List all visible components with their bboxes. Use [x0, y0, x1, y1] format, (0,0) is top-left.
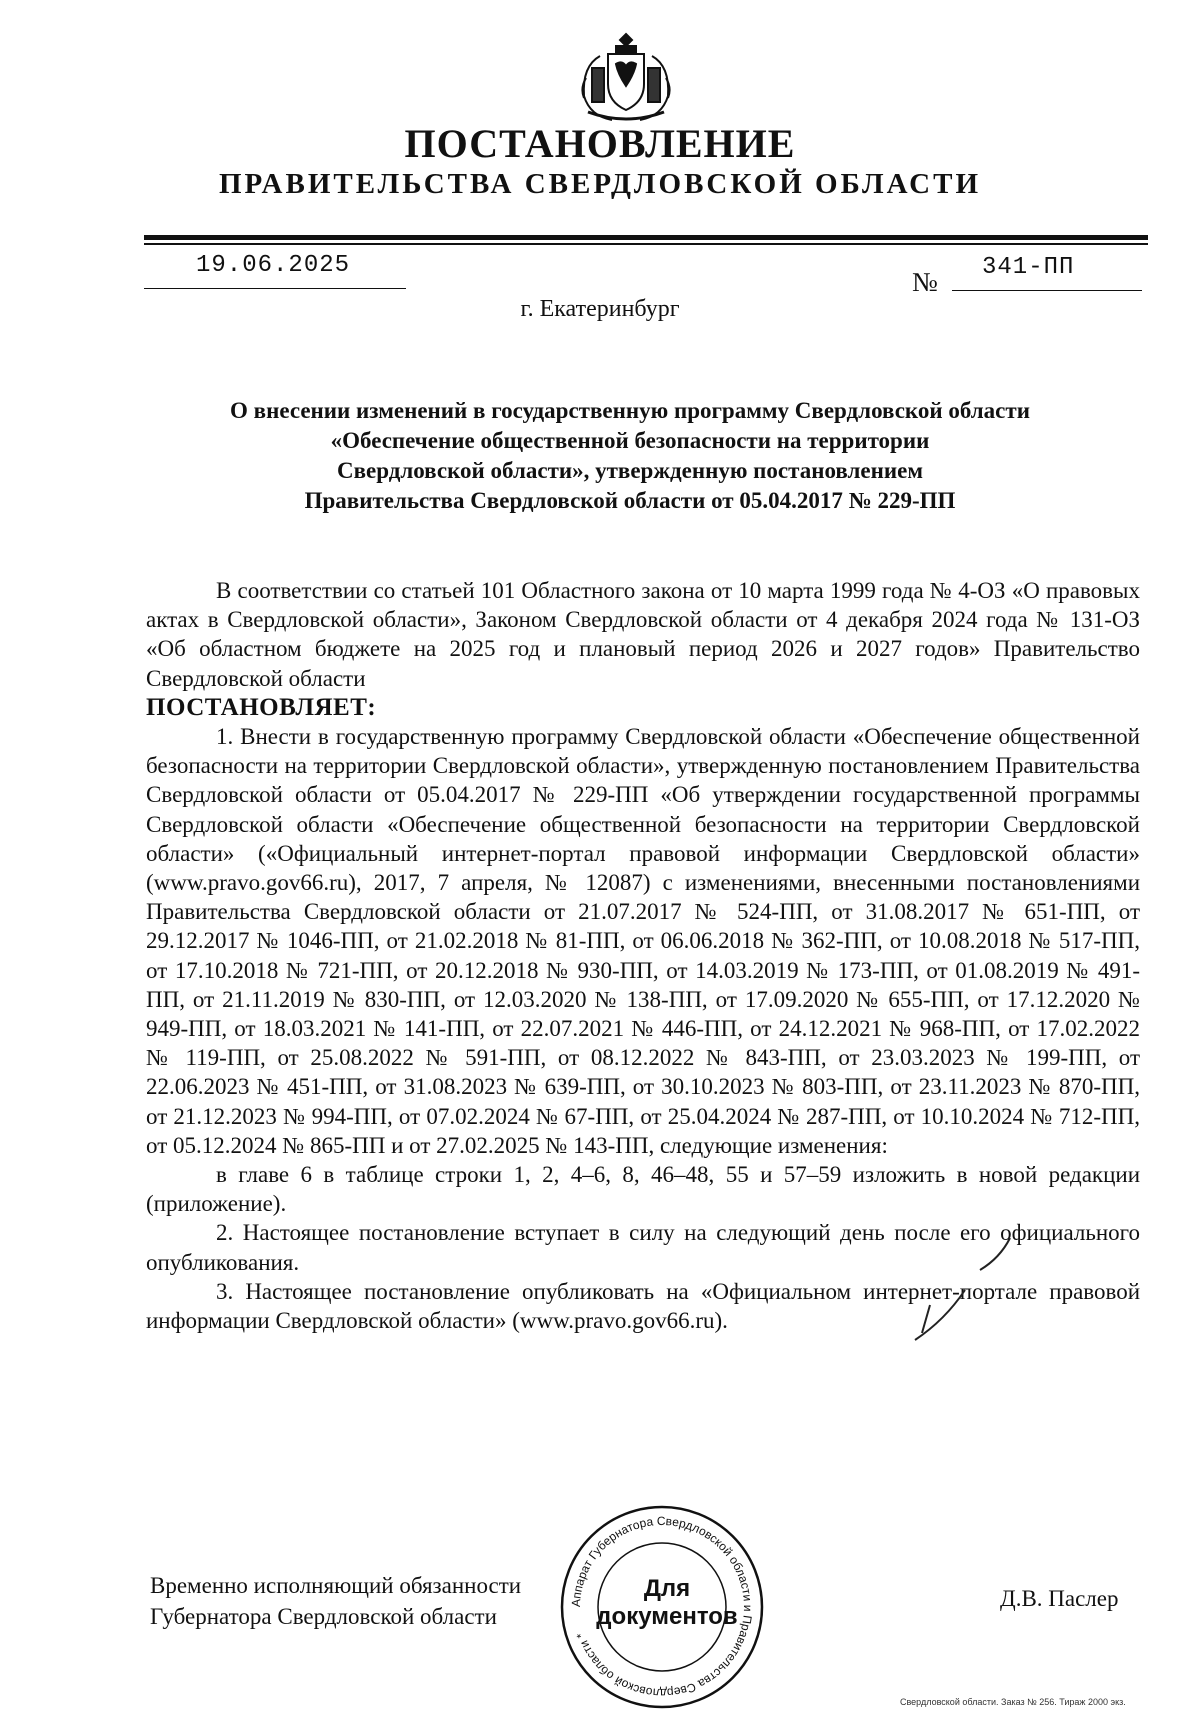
- item-2-paragraph: 2. Настоящее постановление вступает в силу на следующий день после его официального опубликования.: [146, 1220, 1140, 1275]
- stamp-center-line: документов: [596, 1603, 738, 1630]
- signatory-position: [150, 1570, 521, 1632]
- preamble-paragraph: В соответствии со статьей 101 Областного закона от 10 марта 1999 года № 4-ОЗ «О правовых актах в Свердловской области», Законом Свердловской области от 4 декабря 2024 года № 131-ОЗ «Об областном бюджете на 2025 год и плановый период 2026 и 2027 годов» Правительство Свердловской области: [146, 578, 1140, 691]
- stamp-ring-text: Аппарат Губернатора Свердловской области и Правительства Свердловской области *: [568, 1513, 756, 1701]
- item-3-paragraph: 3. Настоящее постановление опубликовать на «Официальном интернет-портале правовой информации Свердловской области» (www.pravo.gov66.ru).: [146, 1278, 1140, 1334]
- date-underline: [144, 288, 406, 289]
- document-body: [146, 576, 1140, 1335]
- signatory-name: Д.В. Паслер: [1000, 1586, 1119, 1611]
- number-underline: [952, 290, 1142, 291]
- resolution-verb: ПОСТАНОВЛЯЕТ:: [146, 693, 377, 721]
- stamp-center-line: Для: [643, 1575, 691, 1602]
- item-1-change-paragraph: в главе 6 в таблице строки 1, 2, 4–6, 8, 46–48, 55 и 57–59 изложить в новой редакции (приложение).: [146, 1162, 1140, 1217]
- item-1-paragraph: 1. Внести в государственную программу Свердловской области «Обеспечение общественной безопасности на территории Свердловской области», утвержденную постановлением Правительства Свердловской области от 05.04.2017 № 229-ПП «Об утверждении государственной программы Свердловской области «Обеспечение общественной безопасности на территории Свердловской области» («Официальный интернет-портал правовой информации Свердловской области» (www.pravo.gov66.ru), 2017, 7 апреля, № 12087) с изменениями, внесенными постановлениями Правительства Свердловской области от 21.07.2017 № 524-ПП, от 31.08.2017 № 651-ПП, от 29.12.2017 № 1046-ПП, от 21.02.2018 № 81-ПП, от 06.06.2018 № 362-ПП, от 10.08.2018 № 517-ПП, от 17.10.2018 № 721-ПП, от 20.12.2018 № 930-ПП, от 14.03.2019 № 173-ПП, от 01.08.2019 № 491-ПП, от 21.11.2019 № 830-ПП, от 12.03.2020 № 138-ПП, от 17.09.2020 № 655-ПП, от 17.12.2020 № 949-ПП, от 18.03.2021 № 141-ПП, от 22.07.2021 № 446-ПП, от 24.12.2021 № 968-ПП, от 17.02.2022 № 119-ПП, от 25.08.2022 № 591-ПП, от 08.12.2022 № 843-ПП, от 23.03.2023 № 199-ПП, от 22.06.2023 № 451-ПП, от 31.08.2023 № 639-ПП, от 30.10.2023 № 803-ПП, от 23.11.2023 № 870-ПП, от 21.12.2023 № 994-ПП, от 07.02.2024 № 67-ПП, от 25.04.2024 № 287-ПП, от 10.10.2024 № 712-ПП, от 05.12.2024 № 865-ПП и от 27.02.2025 № 143-ПП, следующие изменения:: [146, 724, 1140, 1158]
- document-issuer: ПРАВИТЕЛЬСТВА СВЕРДЛОВСКОЙ ОБЛАСТИ: [218, 168, 982, 200]
- document-subject: [170, 396, 1090, 516]
- print-footnote: Свердловской области. Заказ № 256. Тираж 2000 экз.: [900, 1697, 1126, 1707]
- subject-line: Правительства Свердловской области от 05.04.2017 № 229-ПП: [304, 488, 956, 513]
- coat-of-arms-emblem: [570, 28, 682, 126]
- signatory-position-line: Губернатора Свердловской области: [150, 1604, 497, 1629]
- subject-line: Свердловской области», утвержденную постановлением: [336, 458, 924, 483]
- header-divider-thin: [144, 243, 1148, 245]
- document-date: 19.06.2025: [196, 252, 351, 279]
- subject-line: О внесении изменений в государственную программу Свердловской области: [230, 398, 1030, 423]
- header-divider-thick: [144, 235, 1148, 240]
- number-sign: №: [912, 267, 938, 297]
- document-city: г. Екатеринбург: [520, 296, 680, 322]
- document-title: ПОСТАНОВЛЕНИЕ: [404, 121, 796, 166]
- document-number: 341-ПП: [982, 254, 1075, 281]
- stamp-center-text: [582, 1575, 752, 1631]
- signatory-position-line: Временно исполняющий обязанности: [150, 1573, 522, 1598]
- subject-line: «Обеспечение общественной безопасности на территории: [330, 428, 930, 453]
